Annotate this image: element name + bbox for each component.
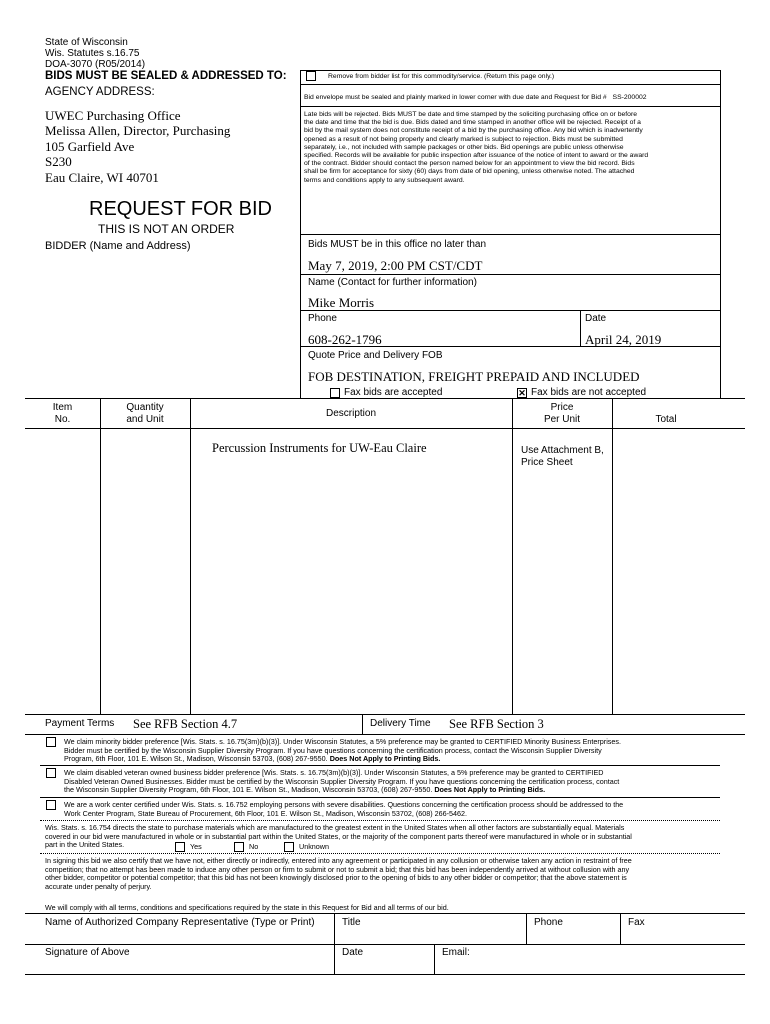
delivery-time-label: Delivery Time: [370, 718, 431, 729]
veteran-line-1: We claim disabled veteran owned business bidder preference [Wis. Stats. s. 16.75(3m)(b)(3)]. Under Wisconsin Statutes, a 5% preference may be granted to CERTIFIED: [64, 768, 604, 777]
minority-line-1: We claim minority bidder preference [Wis. Stats. s. 16.75(3m)(b)(3)]. Under Wisconsin Statutes, a 5% preference may be granted to CERTIFIED Minority Business Enterprises.: [64, 737, 621, 746]
agency-line-3: 105 Garfield Ave: [45, 138, 135, 154]
remove-from-list-checkbox[interactable]: [306, 71, 316, 81]
col-quantity-header: [100, 402, 190, 426]
fax-field-label: Fax: [628, 917, 645, 928]
late-bids-line-6: specified. Records will be available for public inspection after issuance of the notice of intent to award or the award: [304, 152, 649, 160]
work-center-line-1: We are a work center certified under Wis. Stats. s. 16.752 employing persons with severe disabilities. Questions concerning the certification process should be addressed to the: [64, 800, 624, 809]
signature-label: Signature of Above: [45, 947, 130, 958]
fax-accepted-label: Fax bids are accepted: [344, 387, 443, 398]
fax-not-accepted-checkbox[interactable]: ✕: [518, 388, 526, 398]
late-bids-notice: [304, 111, 718, 185]
agency-line-1: UWEC Purchasing Office: [45, 108, 181, 123]
certify-line-2: competition; that no attempt has been made to induce any other person or firm to submit or not to submit a bid; that this bid has been independently arrived at without collusion with any: [45, 864, 630, 874]
late-bids-line-8: shall be firm for acceptance for sixty (60) days from date of bid opening, unless otherwise noted. The attached: [304, 168, 635, 176]
remove-from-list-text: Remove from bidder list for this commodity/service. (Return this page only.): [328, 73, 555, 80]
price-note-line-1: Use Attachment B,: [521, 445, 604, 456]
us-products-line-3: part in the United States.: [45, 840, 125, 850]
not-an-order: THIS IS NOT AN ORDER: [98, 222, 235, 236]
header-state: State of Wisconsin: [45, 37, 128, 48]
deadline-value[interactable]: May 7, 2019, 2:00 PM CST/CDT: [308, 258, 483, 273]
envelope-instructions: [304, 94, 647, 102]
date-label: Date: [585, 313, 607, 324]
us-products-no-checkbox[interactable]: [234, 842, 244, 852]
col-total-header: Total: [655, 414, 677, 425]
us-products-line-2: covered in our bid were manufactured in whole or in substantial part within the United States, or the majority of the component parts thereof were manufactured in whole or in substantial: [45, 831, 632, 841]
us-products-yes-label: Yes: [190, 842, 202, 851]
us-products-line-1: Wis. Stats. s. 16.754 directs the state to purchase materials which are manufactured to the greatest extent in the United States when all other factors are substantially equal. Materials: [45, 823, 625, 832]
veteran-preference-checkbox[interactable]: [46, 768, 56, 778]
certify-line-1: In signing this bid we also certify that we have not, either directly or indirectly, entered into any agreement or participated in any collusion or otherwise taken any action in restraint of free: [45, 856, 632, 865]
certification-text: [45, 857, 632, 891]
bids-sealed-heading: BIDS MUST BE SEALED & ADDRESSED TO:: [45, 70, 287, 82]
work-center-text: [64, 801, 623, 818]
minority-line-2: Bidder must be certified by the Wisconsin Supplier Diversity Program. If you have questions concerning the certification process, contact the Wisconsin Supplier Diversity: [64, 745, 602, 755]
email-label: Email:: [442, 947, 470, 958]
phone-label: Phone: [308, 313, 337, 324]
col-price-line-2: Per Unit: [543, 414, 581, 425]
bid-number: SS-200002: [612, 94, 647, 101]
us-products-unknown-label: Unknown: [299, 842, 329, 851]
form-header: [45, 37, 145, 70]
contact-value[interactable]: Mike Morris: [308, 295, 375, 310]
item-price-note[interactable]: [521, 445, 604, 469]
late-bids-line-4: opened as a result of not being properly and clearly marked is subject to rejection. Bids must be submitted: [304, 135, 623, 143]
envelope-text: Bid envelope must be sealed and plainly marked in lower corner with due date and Request for Bid #: [304, 94, 607, 101]
signature-date-label: Date: [342, 947, 364, 958]
bidder-label: BIDDER (Name and Address): [45, 240, 191, 252]
deadline-label: Bids MUST be in this office no later than: [308, 239, 487, 250]
us-products-unknown-checkbox[interactable]: [284, 842, 294, 852]
late-bids-line-1: Late bids will be rejected. Bids MUST be date and time stamped by the soliciting purchasing office on or before: [304, 111, 637, 118]
fob-label: Quote Price and Delivery FOB: [308, 350, 443, 361]
work-center-line-2: Work Center Program, State Bureau of Procurement, 6th Floor, 101 E. Wilson St., Madison, Wisconsin 53702, (608) 266-5462.: [64, 808, 467, 818]
late-bids-line-7: of the contract. Bidder should contact the person named below for an appointment to view the bid record. Bids: [304, 160, 635, 168]
veteran-preference-text: [64, 769, 619, 795]
date-value[interactable]: April 24, 2019: [585, 332, 662, 347]
phone-value[interactable]: 608-262-1796: [308, 332, 382, 347]
price-note-line-2: Price Sheet: [521, 457, 573, 468]
veteran-line-2: Disabled Veteran Owned Businesses. Bidder must be certified by the Wisconsin Supplier Diversity Program. If you have questions concerning the certification process, contact: [64, 776, 620, 786]
delivery-time-value[interactable]: See RFB Section 3: [449, 717, 544, 731]
fax-not-accepted-label: Fax bids are not accepted: [531, 387, 647, 398]
col-description-header: Description: [325, 408, 377, 419]
representative-name-label: Name of Authorized Company Representative (Type or Print): [45, 917, 315, 928]
payment-terms-label: Payment Terms: [45, 718, 115, 729]
veteran-line-3: the Wisconsin Supplier Diversity Program, 6th Floor, 101 E. Wilson St., Madison, Wisconsin 53703, (608) 267-9550.: [64, 785, 433, 795]
header-form-number: DOA-3070 (R05/2014): [45, 59, 146, 70]
certify-line-3: other bidder, competitor or potential competitor; that this bid has not been knowingly disclosed prior to the opening of bids to any other bidder or competitor; that the above statement is: [45, 873, 627, 883]
col-qty-line-1: Quantity: [126, 402, 164, 413]
us-products-no-label: No: [249, 842, 259, 851]
certify-line-4: accurate under penalty of perjury.: [45, 881, 152, 891]
agency-address-label: AGENCY ADDRESS:: [45, 86, 155, 98]
compliance-statement: We will comply with all terms, conditions and specifications required by the state in this Request for Bid and all terms of our bid.: [45, 903, 449, 912]
minority-preference-checkbox[interactable]: [46, 737, 56, 747]
agency-line-5: Eau Claire, WI 40701: [45, 169, 159, 185]
header-statute: Wis. Statutes s.16.75: [45, 48, 140, 59]
col-price-line-1: Price: [550, 402, 574, 413]
title-label: Title: [342, 917, 361, 928]
minority-preference-text: [64, 738, 621, 764]
col-item-header: [25, 402, 100, 426]
payment-terms-value[interactable]: See RFB Section 4.7: [133, 717, 238, 731]
us-products-yes-checkbox[interactable]: [175, 842, 185, 852]
agency-line-4: S230: [45, 154, 72, 170]
agency-address: [45, 108, 230, 185]
late-bids-line-3: bid by the mail system does not constitute receipt of a bid by the purchasing office. Any bid which is inadvertently: [304, 127, 643, 135]
veteran-bold: Does Not Apply to Printing Bids.: [434, 785, 546, 795]
contact-label: Name (Contact for further information): [308, 277, 477, 288]
minority-line-3: Program, 6th Floor, 101 E. Wilson St., Madison, Wisconsin 53703, (608) 267-9550.: [64, 754, 328, 764]
col-qty-line-2: and Unit: [126, 414, 164, 425]
fax-accepted-checkbox[interactable]: [330, 388, 340, 398]
late-bids-line-2: the date and time that the bid is due. Bids dated and time stamped in another office will be rejected. Receipt of a: [304, 119, 641, 127]
phone-field-label: Phone: [534, 917, 563, 928]
agency-line-2: Melissa Allen, Director, Purchasing: [45, 123, 231, 139]
page-title: REQUEST FOR BID: [89, 198, 272, 220]
work-center-checkbox[interactable]: [46, 800, 56, 810]
col-price-header: [512, 402, 612, 426]
fob-value[interactable]: FOB DESTINATION, FREIGHT PREPAID AND INCLUDED: [308, 369, 640, 384]
item-description[interactable]: Percussion Instruments for UW-Eau Claire: [212, 441, 427, 455]
late-bids-line-9: terms and conditions apply to any subsequent award.: [304, 176, 465, 184]
late-bids-line-5: separately, i.e., not included with sample packages or other bids. Bid openings are public unless otherwise: [304, 143, 624, 151]
col-item-line-1: Item: [52, 402, 73, 413]
us-products-text: [45, 824, 632, 850]
minority-bold: Does Not Apply to Printing Bids.: [329, 754, 441, 764]
col-item-line-2: No.: [54, 414, 71, 425]
